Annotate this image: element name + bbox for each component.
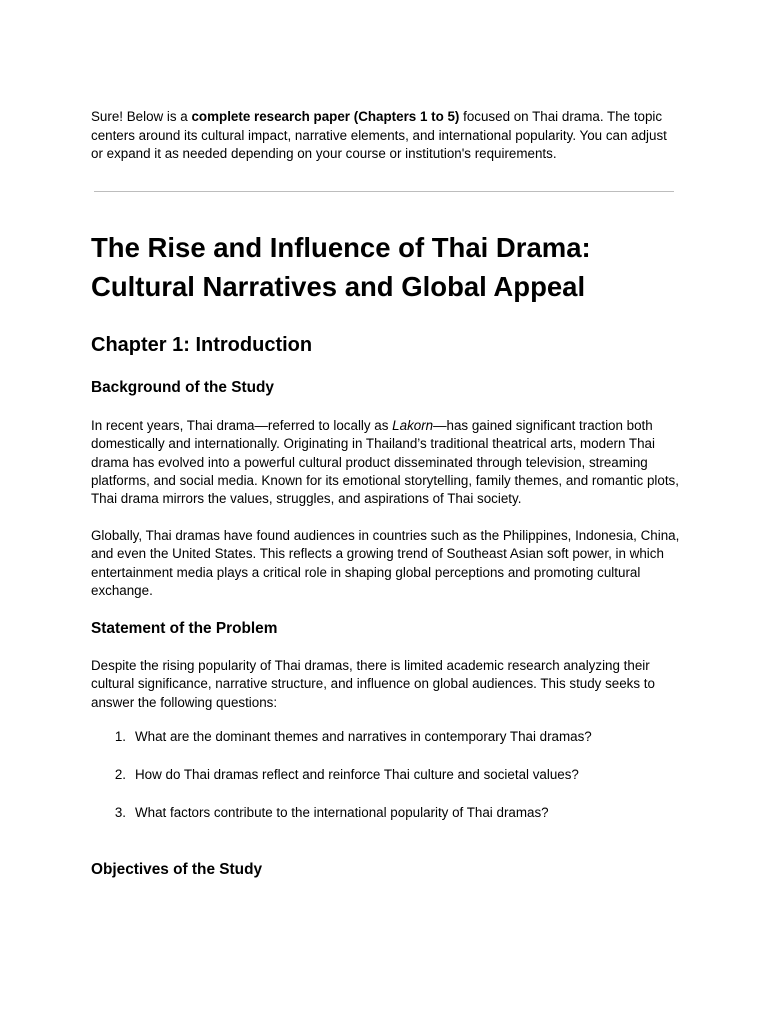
research-questions-list	[91, 728, 681, 842]
intro-bold-text: complete research paper (Chapters 1 to 5)	[191, 109, 460, 124]
list-item-number: 1.	[114, 729, 126, 744]
background-heading: Background of the Study	[91, 379, 274, 396]
intro-text-start: Sure! Below is a	[91, 109, 192, 124]
background-p1-text-start: In recent years, Thai drama—referred to locally as	[91, 418, 393, 433]
background-paragraph-1	[91, 417, 681, 508]
list-item-text: How do Thai dramas reflect and reinforce Thai culture and societal values?	[135, 767, 579, 782]
problem-heading: Statement of the Problem	[91, 620, 278, 637]
list-item	[91, 728, 681, 766]
problem-paragraph: Despite the rising popularity of Thai dramas, there is limited academic research analyzing their cultural significance, narrative structure, and influence on global audiences. This study seeks to answer the following questions:	[91, 658, 655, 710]
intro-text-end: focused on Thai drama. The topic centers around its cultural impact, narrative elements, and international popularity. You can adjust or expand it as needed depending on your course or institution's requirements.	[91, 109, 667, 161]
chapter-1-heading: Chapter 1: Introduction	[91, 334, 313, 356]
list-item-text: What factors contribute to the international popularity of Thai dramas?	[135, 805, 549, 820]
background-paragraph-2: Globally, Thai dramas have found audiences in countries such as the Philippines, Indonesia, China, and even the United States. This reflects a growing trend of Southeast Asian soft power, in which entertainment media plays a critical role in shaping global perceptions and promoting cultural exchange.	[91, 528, 680, 598]
objectives-heading: Objectives of the Study	[91, 861, 263, 878]
paper-title-line-2: Cultural Narratives and Global Appeal	[91, 271, 586, 302]
paper-title-line-1: The Rise and Influence of Thai Drama:	[91, 232, 591, 263]
list-item-text: What are the dominant themes and narratives in contemporary Thai dramas?	[135, 729, 592, 744]
list-item-number: 2.	[114, 767, 126, 782]
list-item	[91, 766, 681, 804]
background-p1-text-end: —has gained significant traction both domestically and internationally. Originating in Thailand’s traditional theatrical arts, modern Thai drama has evolved into a powerful cultural product disseminated through television, streaming platforms, and social media. Known for its emotional storytelling, family themes, and romantic plots, Thai drama mirrors the values, struggles, and aspirations of Thai society.	[91, 418, 679, 507]
horizontal-divider	[94, 191, 674, 192]
lakorn-term: Lakorn	[392, 418, 434, 433]
intro-paragraph	[91, 108, 681, 164]
list-item	[91, 804, 681, 842]
paper-title	[91, 228, 681, 306]
list-item-number: 3.	[114, 805, 126, 820]
